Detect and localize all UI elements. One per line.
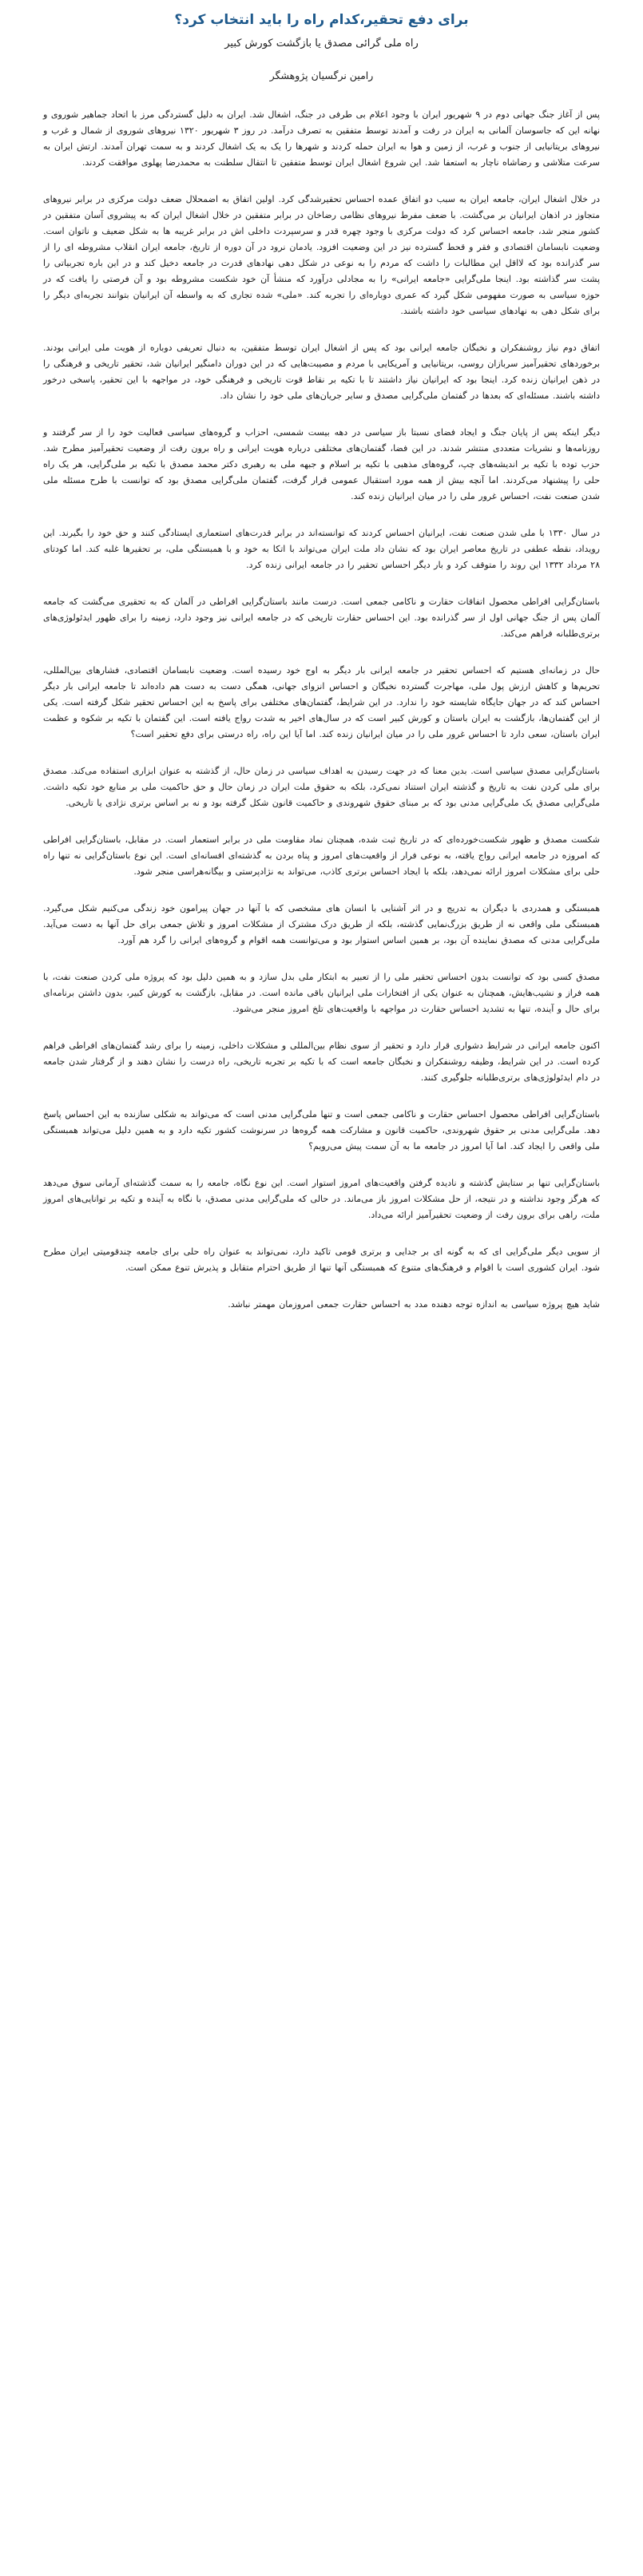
paragraph: اتفاق دوم نیاز روشنفکران و نخبگان جامعه ایرانی بود که پس از اشغال ایران توسط متفقین، به دنبال تعریفی دوباره از هویت ملی ایرانی بودند. برخوردهای تحقیرآمیز سربازان روسی، بریتانیایی و آمریکایی با مردم و مصیبت‌هایی که در این دوران دامنگیر ایرانیان شد، تحقیر تاریخی و فرهنگی را در ذهن ایرانیان زنده کرد. اینجا بود که ایرانیان نیاز داشتند تا با تکیه بر نقاط قوت تاریخی و فرهنگی خود، در مواجهه با این تحقیر، پاسخی درخور داشته باشند. مسئله‌ای که بعدها در گفتمان ملی‌گرایی مصدق و سایر جریان‌های ملی خود را نشان داد.	[43, 343, 600, 401]
closing-paragraph: شاید هیچ پروژه سیاسی به اندازه توجه دهنده مدد به احساس حقارت جمعی امروزمان مهمتر نباشد.	[228, 1299, 600, 1310]
paragraph: باستان‌گرایی افراطی محصول اتفاقات حقارت و ناکامی جمعی است. درست مانند باستان‌گرایی افراطی در آلمان که به تحقیری می‌گشت که جامعه آلمان پس از جنگ جهانی اول از سر گذرانده بود. این احساس حقارت تاریخی که در جامعه ایرانی نیز وجود دارد، زمینه را برای ظهور ایدئولوژی‌های برتری‌طلبانه فراهم می‌کند.	[43, 596, 600, 639]
paragraph: اکنون جامعه ایرانی در شرایط دشواری قرار دارد و تحقیر از سوی نظام بین‌المللی و مشکلات داخلی، زمینه را برای رشد گفتمان‌های افراطی فراهم کرده است. در این شرایط، وظیفه روشنفکران و نخبگان جامعه است که با تکیه بر تجربه تاریخی، راه درست را نشان دهند و از گرفتار شدن جامعه در دام ایدئولوژی‌های برتری‌طلبانه جلوگیری کنند.	[43, 1040, 600, 1083]
paragraph: باستان‌گرایی مصدق سیاسی است. بدین معنا که در جهت رسیدن به اهداف سیاسی در زمان حال، از گذشته به عنوان ابزاری استفاده می‌کند. مصدق برای ملی کردن نفت به تاریخ و گذشته ایران استناد نمی‌کرد، بلکه به حقوق ملت ایران در زمان حال و حق حاکمیت ملی بر منابع خود تکیه داشت. ملی‌گرایی مصدق یک ملی‌گرایی مدنی بود که بر مبنای حقوق شهروندی و حاکمیت قانون شکل گرفته بود و نه بر اساس برتری نژادی یا تاریخی.	[43, 766, 600, 808]
paragraph: دیگر اینکه پس از پایان جنگ و ایجاد فضای نسبتا باز سیاسی در دهه بیست شمسی، احزاب و گروه‌های سیاسی فعالیت خود را از سر گرفتند و روزنامه‌ها و نشریات متعددی منتشر شدند. در این فضا، گفتمان‌های مختلفی درباره هویت ایرانی و راه برون رفت از وضعیت تحقیرآمیز مطرح شد. حزب توده با تکیه بر اندیشه‌های چپ، گروه‌های مذهبی با تکیه بر اسلام و جبهه ملی به رهبری دکتر محمد مصدق با تکیه بر ملی‌گرایی، هر یک راه حلی را پیشنهاد می‌کردند. اما آنچه بیش از همه مورد استقبال عمومی قرار گرفت، گفتمان ملی‌گرایی مصدق بود که توانست با طرح مسئله ملی شدن صنعت نفت، احساس غرور ملی را در میان ایرانیان زنده کند.	[43, 427, 600, 501]
article-subtitle: راه ملی گرائی مصدق یا بازگشت کورش کبیر	[224, 38, 419, 50]
paragraph: شکست مصدق و ظهور شکست‌خورده‌ای که در تاریخ ثبت شده، همچنان نماد مقاومت ملی در برابر استعمار است. در مقابل، باستان‌گرایی افراطی که امروزه در جامعه ایرانی رواج یافته، به نوعی فرار از واقعیت‌های امروز و پناه بردن به گذشته‌ای افسانه‌ای است. این نوع باستان‌گرایی نه تنها راه حلی برای مشکلات امروز ارائه نمی‌دهد، بلکه با ایجاد احساس برتری کاذب، می‌تواند به نژادپرستی و بیگانه‌هراسی منجر شود.	[43, 834, 600, 877]
paragraph: مصدق کسی بود که توانست بدون احساس تحقیر ملی را از تعبیر به ابتکار ملی بدل سازد و به همین دلیل بود که پروژه ملی کردن صنعت نفت، با همه فراز و نشیب‌هایش، همچنان به عنوان یکی از افتخارات ملی ایرانیان باقی مانده است. در مقابل، بازگشت به کورش کبیر، بدون داشتن برنامه‌ای برای حال و آینده، تنها به تشدید احساس حقارت در مواجهه با واقعیت‌های تلخ امروز منجر می‌شود.	[43, 972, 600, 1014]
paragraph: در خلال اشغال ایران، جامعه ایران به سبب دو اتفاق عمده احساس تحقیرشدگی کرد. اولین اتفاق به اضمحلال ضعف دولت مرکزی در برابر نیروهای متجاوز در اذهان ایرانیان بر می‌گشت. با ضعف مفرط نیروهای نظامی رضاخان در برابر متفقین در خلال اشغال ایران که به پیشروی آسان متفقین در کشور منجر شد، جامعه احساس کرد که دولت مرکزی با وجود چهره قدر و سرسپردت داخلی اش در برابر غریبه ها به شکل ضعیف و ناتوان است. وضعیت نابسامان اقتصادی و فقر و قحط گسترده نیز در این وضعیت افزود. یادمان نرود در آن دوره از تاریخ، جامعه ایران انقلاب مشروطه ای را از سر گذرانده بود که لااقل این مطالبات را داشت که مردم را به نوعی در شکل دهی نهادهای قدرت در جامعه دخیل کند و در این باره تجربیاتی را پشت سر گذاشته بود. اینجا ملی‌گرایی «جامعه ایرانی» را به مجادلی درآورد که منشأ آن خود شکست مشروطه بود و آن فرصتی را یافت که در حوزه سیاسی به صورت مفهومی شکل گیرد که عمری دوباره‌ای را تجربه کند. «ملی» شده تجاری که به واسطه آن ایرانیان بتوانند تجربه‌ای دیگر را برای شکل دهی به نهادهای سیاسی خود داشته باشند.	[43, 194, 600, 316]
paragraph: در سال ۱۳۳۰ با ملی شدن صنعت نفت، ایرانیان احساس کردند که توانسته‌اند در برابر قدرت‌های استعماری ایستادگی کنند و حق خود را بگیرند. این رویداد، نقطه عطفی در تاریخ معاصر ایران بود که نشان داد ملت ایران می‌تواند با اتکا به خود و با همبستگی ملی، بر تحقیرها غلبه کند. اما کودتای ۲۸ مرداد ۱۳۳۲ این روند را متوقف کرد و بار دیگر احساس تحقیر را در جامعه ایرانی زنده کرد.	[43, 528, 600, 570]
paragraph: باستان‌گرایی تنها بر ستایش گذشته و نادیده گرفتن واقعیت‌های امروز استوار است. این نوع نگاه، جامعه را به سمت گذشته‌ای آرمانی سوق می‌دهد که هرگز وجود نداشته و در نتیجه، از حل مشکلات امروز باز می‌ماند. در حالی که ملی‌گرایی مدنی مصدق، با نگاه به آینده و تکیه بر توانایی‌های امروز ملت، راهی برای برون رفت از وضعیت تحقیرآمیز ارائه می‌داد.	[43, 1178, 600, 1220]
article-body	[43, 107, 600, 1313]
paragraph: باستان‌گرایی افراطی محصول احساس حقارت و ناکامی جمعی است و تنها ملی‌گرایی مدنی است که می‌تواند به شکلی سازنده به این احساس پاسخ دهد. ملی‌گرایی مدنی بر حقوق شهروندی، حاکمیت قانون و مشارکت همه گروه‌ها در سرنوشت کشور تکیه دارد و به همین دلیل می‌تواند همبستگی ملی واقعی را ایجاد کند. اما آیا امروز در جامعه ما به آن سمت پیش می‌رویم؟	[43, 1109, 600, 1151]
paragraph: از سویی دیگر ملی‌گرایی ای که به گونه ای بر جدایی و برتری قومی تاکید دارد، نمی‌تواند به عنوان راه حلی برای جامعه چندقومیتی ایران مطرح شود. ایران کشوری است با اقوام و فرهنگ‌های متنوع که همبستگی آنها تنها از طریق احترام متقابل و پذیرش تنوع ممکن است.	[43, 1246, 600, 1273]
article-header	[43, 11, 600, 83]
paragraph: حال در زمانه‌ای هستیم که احساس تحقیر در جامعه ایرانی بار دیگر به اوج خود رسیده است. وضعیت نابسامان اقتصادی، فشارهای بین‌المللی، تحریم‌ها و کاهش ارزش پول ملی، مهاجرت گسترده نخبگان و احساس انزوای جهانی، همگی دست به دست هم داده‌اند تا جامعه ایرانی بار دیگر احساس کند که در جهان جایگاه شایسته خود را ندارد. در این شرایط، گفتمان‌های مختلفی برای پاسخ به این احساس تحقیر شکل گرفته است. یکی از این گفتمان‌ها، بازگشت به ایران باستان و کورش کبیر است که در سال‌های اخیر به شدت رواج یافته است. این گفتمان با تکیه بر شکوه و عظمت ایران باستان، سعی دارد تا احساس غرور ملی را در میان ایرانیان زنده کند. اما آیا این راه، راه درستی برای دفع تحقیر است؟	[43, 665, 600, 739]
article-author: رامین نرگسیان پژوهشگر	[269, 69, 374, 81]
paragraph: پس از آغاز جنگ جهانی دوم در ۹ شهریور ایران با وجود اعلام بی طرفی در جنگ، اشغال شد. ایران به دلیل گستردگی مرز با اتحاد جماهیر شوروی و نهانه این که جاسوسان آلمانی به ایران در رفت و آمدند توسط متفقین به تصرف درآمد. در روز ۳ شهریور ۱۳۲۰ نیروهای شوروی از شمال و غرب و نیروهای بریتانیایی از جنوب و غرب، از زمین و هوا به ایران حمله کردند و شهرها را یک به یک اشغال کردند و به سمت تهران آمدند. ارتش ایران به سرعت متلاشی و رضاشاه ناچار به استعفا شد. این شروع اشغال ایران توسط متفقین تا انتقال سلطنت به محمدرضا پهلوی موافقت کردند.	[43, 109, 601, 168]
article-title: برای دفع تحقیر،کدام راه را باید انتخاب کرد؟	[174, 12, 469, 28]
paragraph: همبستگی و همدردی با دیگران به تدریج و در اثر آشنایی با انسان های مشخصی که با آنها در جهان پیرامون خود زندگی می‌کنیم شکل می‌گیرد. همبستگی ملی واقعی نه از طریق بزرگ‌نمایی گذشته، بلکه از طریق درک مشترک از مشکلات امروز و تلاش جمعی برای حل آنها به دست می‌آید. ملی‌گرایی مدنی که مصدق نماینده آن بود، بر همین اساس استوار بود و می‌توانست همه اقوام و گروه‌های ایرانی را گرد هم آورد.	[43, 903, 600, 945]
